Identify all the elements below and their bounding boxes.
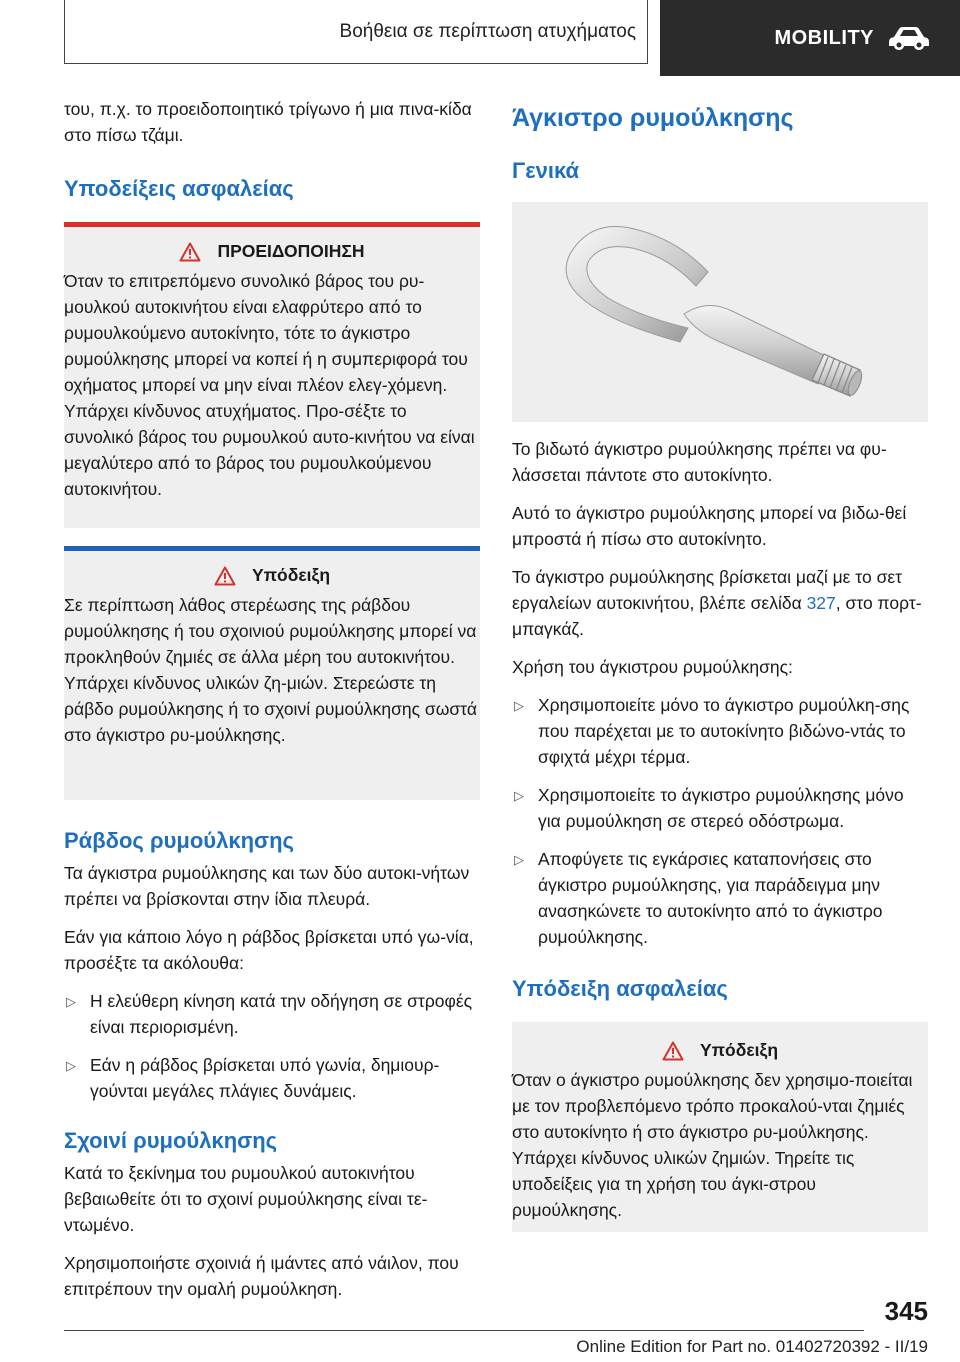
paragraph-3-text: Το άγκιστρο ρυμούλκησης βρίσκεται μαζί με το σετ εργαλείων αυτοκινήτου, βλέπε σελίδα: [512, 567, 903, 613]
bullet-triangle-icon: ▷: [66, 994, 76, 1009]
bullet-triangle-icon: ▷: [514, 852, 524, 867]
car-icon: [888, 25, 930, 51]
page-reference-link[interactable]: 327: [806, 593, 836, 613]
list-item-text: Χρησιμοποιείτε το άγκιστρο ρυμούλκησης μόνο για ρυμούλκηση σε στερεό οδόστρωμα.: [538, 785, 904, 831]
notice-title: Υπόδειξη: [251, 565, 331, 585]
footer-divider: [64, 1330, 864, 1331]
warning-triangle-icon: [662, 1041, 684, 1061]
rod-list: [64, 988, 480, 1104]
safety-heading: Υποδείξεις ασφαλείας: [64, 176, 294, 201]
rope-paragraph-1: Κατά το ξεκίνημα του ρυμουλκού αυτοκινήτου βεβαιωθείτε ότι το σχοινί ρυμούλκησης είναι τε-ντωμένο.: [64, 1163, 428, 1235]
notice-text: Σε περίπτωση λάθος στερέωσης της ράβδου ρυμούλκησης ή του σχοινιού ρυμούλκησης μπορεί να προκληθούν ζημιές σε άλλα μέρη του αυτοκινήτου. Υπάρχει κίνδυνος υλικών ζη-μιών. Στερεώστε τη ράβδο ρυμούλκησης ή το σχοινί ρυμούλκησης σωστά στο άγκιστρο ρυ-μούλκησης.: [64, 595, 477, 745]
warning-box: [64, 222, 480, 528]
general-heading: Γενικά: [512, 158, 580, 183]
edition-info: Online Edition for Part no. 01402720392 - II/19: [576, 1337, 928, 1356]
warning-triangle-icon: [214, 566, 236, 586]
notice-text: Όταν ο άγκιστρο ρυμούλκησης δεν χρησιμο-ποιείται με τον προβλεπόμενο τρόπο προκαλού-νται ζημιές στο αυτοκίνητο ή στο άγκιστρο ρυ-μούλκησης. Υπάρχει κίνδυνος υλικών ζημιών. Τηρείτε τις υποδείξεις για τη χρήση του άγκι-στρου ρυμούλκησης.: [512, 1070, 913, 1220]
warning-box-header: [64, 241, 480, 262]
right-column: [512, 96, 928, 1232]
list-item-text: Εάν η ράβδος βρίσκεται υπό γωνία, δημιουρ-γούνται μεγάλες πλάγιες δυνάμεις.: [90, 1055, 440, 1101]
bullet-triangle-icon: ▷: [66, 1058, 76, 1073]
main-heading: Άγκιστρο ρυμούλκησης: [512, 104, 794, 132]
list-item: [512, 782, 928, 834]
general-paragraph-2: Αυτό το άγκιστρο ρυμούλκησης μπορεί να βιδω-θεί μπροστά ή πίσω στο αυτοκίνητο.: [512, 503, 907, 549]
general-paragraph-3: [512, 564, 928, 642]
page-number: 345: [884, 1296, 928, 1326]
notice-title: Υπόδειξη: [699, 1040, 779, 1060]
warning-title: ΠΡΟΕΙΔΟΠΟΙΗΣΗ: [217, 241, 365, 261]
notice-box-header: [512, 1040, 928, 1061]
intro-paragraph: του, π.χ. το προειδοποιητικό τρίγωνο ή μια πινα-κίδα στο πίσω τζάμι.: [64, 99, 472, 145]
list-item-text: Αποφύγετε τις εγκάρσιες καταπονήσεις στο άγκιστρο ρυμούλκησης, για παράδειγμα μην ανασηκώνετε το αυτοκίνητο από το άγκιστρο ρυμούλκησης.: [538, 849, 883, 947]
section-title: Βοήθεια σε περίπτωση ατυχήματος: [339, 21, 636, 42]
list-item-text: Η ελεύθερη κίνηση κατά την οδήγηση σε στροφές είναι περιορισμένη.: [90, 991, 473, 1037]
warning-triangle-icon: [179, 242, 201, 262]
list-item-text: Χρησιμοποιείτε μόνο το άγκιστρο ρυμούλκη-σης που παρέχεται με το αυτοκίνητο βιδώνο-ντάς το σφιχτά μέχρι τέρμα.: [538, 695, 910, 767]
rod-heading: Ράβδος ρυμούλκησης: [64, 828, 294, 853]
left-column: [64, 96, 480, 1314]
notice-box-header: [64, 565, 480, 586]
tow-hook-image: [512, 202, 928, 422]
usage-list: [512, 692, 928, 950]
list-item: [64, 988, 480, 1040]
rope-heading: Σχοινί ρυμούλκησης: [64, 1128, 278, 1153]
bullet-triangle-icon: ▷: [514, 698, 524, 713]
rod-paragraph-1: Τα άγκιστρα ρυμούλκησης και των δύο αυτοκι-νήτων πρέπει να βρίσκονται στην ίδια πλευρά.: [64, 863, 470, 909]
rope-paragraph-2: Χρησιμοποιήστε σχοινιά ή ιμάντες από νάιλον, που επιτρέπουν την ομαλή ρυμούλκηση.: [64, 1253, 459, 1299]
tow-hook-illustration: [512, 202, 928, 422]
notice-box-right: [512, 1022, 928, 1232]
list-item: [512, 846, 928, 950]
bullet-triangle-icon: ▷: [514, 788, 524, 803]
usage-intro: Χρήση του άγκιστρου ρυμούλκησης:: [512, 657, 793, 677]
warning-text: Όταν το επιτρεπόμενο συνολικό βάρος του ρυ-μουλκού αυτοκινήτου είναι ελαφρύτερο από το ρυμουλκούμενο αυτοκίνητο, τότε το άγκιστρο ρυμούλκησης μπορεί να κοπεί ή η συμπεριφορά του οχήματος μπορεί να μην είναι πλέον ελεγ-χόμενη. Υπάρχει κίνδυνος ατυχήματος. Προ-σέξτε το συνολικό βάρος του ρυμουλκού αυτο-κινήτου να είναι μεγαλύτερο από το βάρος του ρυμουλκούμενου αυτοκινήτου.: [64, 271, 475, 499]
chapter-tab[interactable]: [660, 0, 960, 76]
safety-note-heading: Υπόδειξη ασφαλείας: [512, 976, 728, 1001]
notice-box: [64, 546, 480, 800]
paragraph-3-text-end: , στο πορτ-μπαγκάζ.: [512, 593, 922, 639]
rod-paragraph-2: Εάν για κάποιο λόγο η ράβδος βρίσκεται υπό γω-νία, προσέξτε τα ακόλουθα:: [64, 927, 474, 973]
chapter-label: MOBILITY: [774, 26, 874, 49]
list-item: [512, 692, 928, 770]
general-paragraph-1: Το βιδωτό άγκιστρο ρυμούλκησης πρέπει να φυ-λάσσεται πάντοτε στο αυτοκίνητο.: [512, 439, 887, 485]
list-item: [64, 1052, 480, 1104]
